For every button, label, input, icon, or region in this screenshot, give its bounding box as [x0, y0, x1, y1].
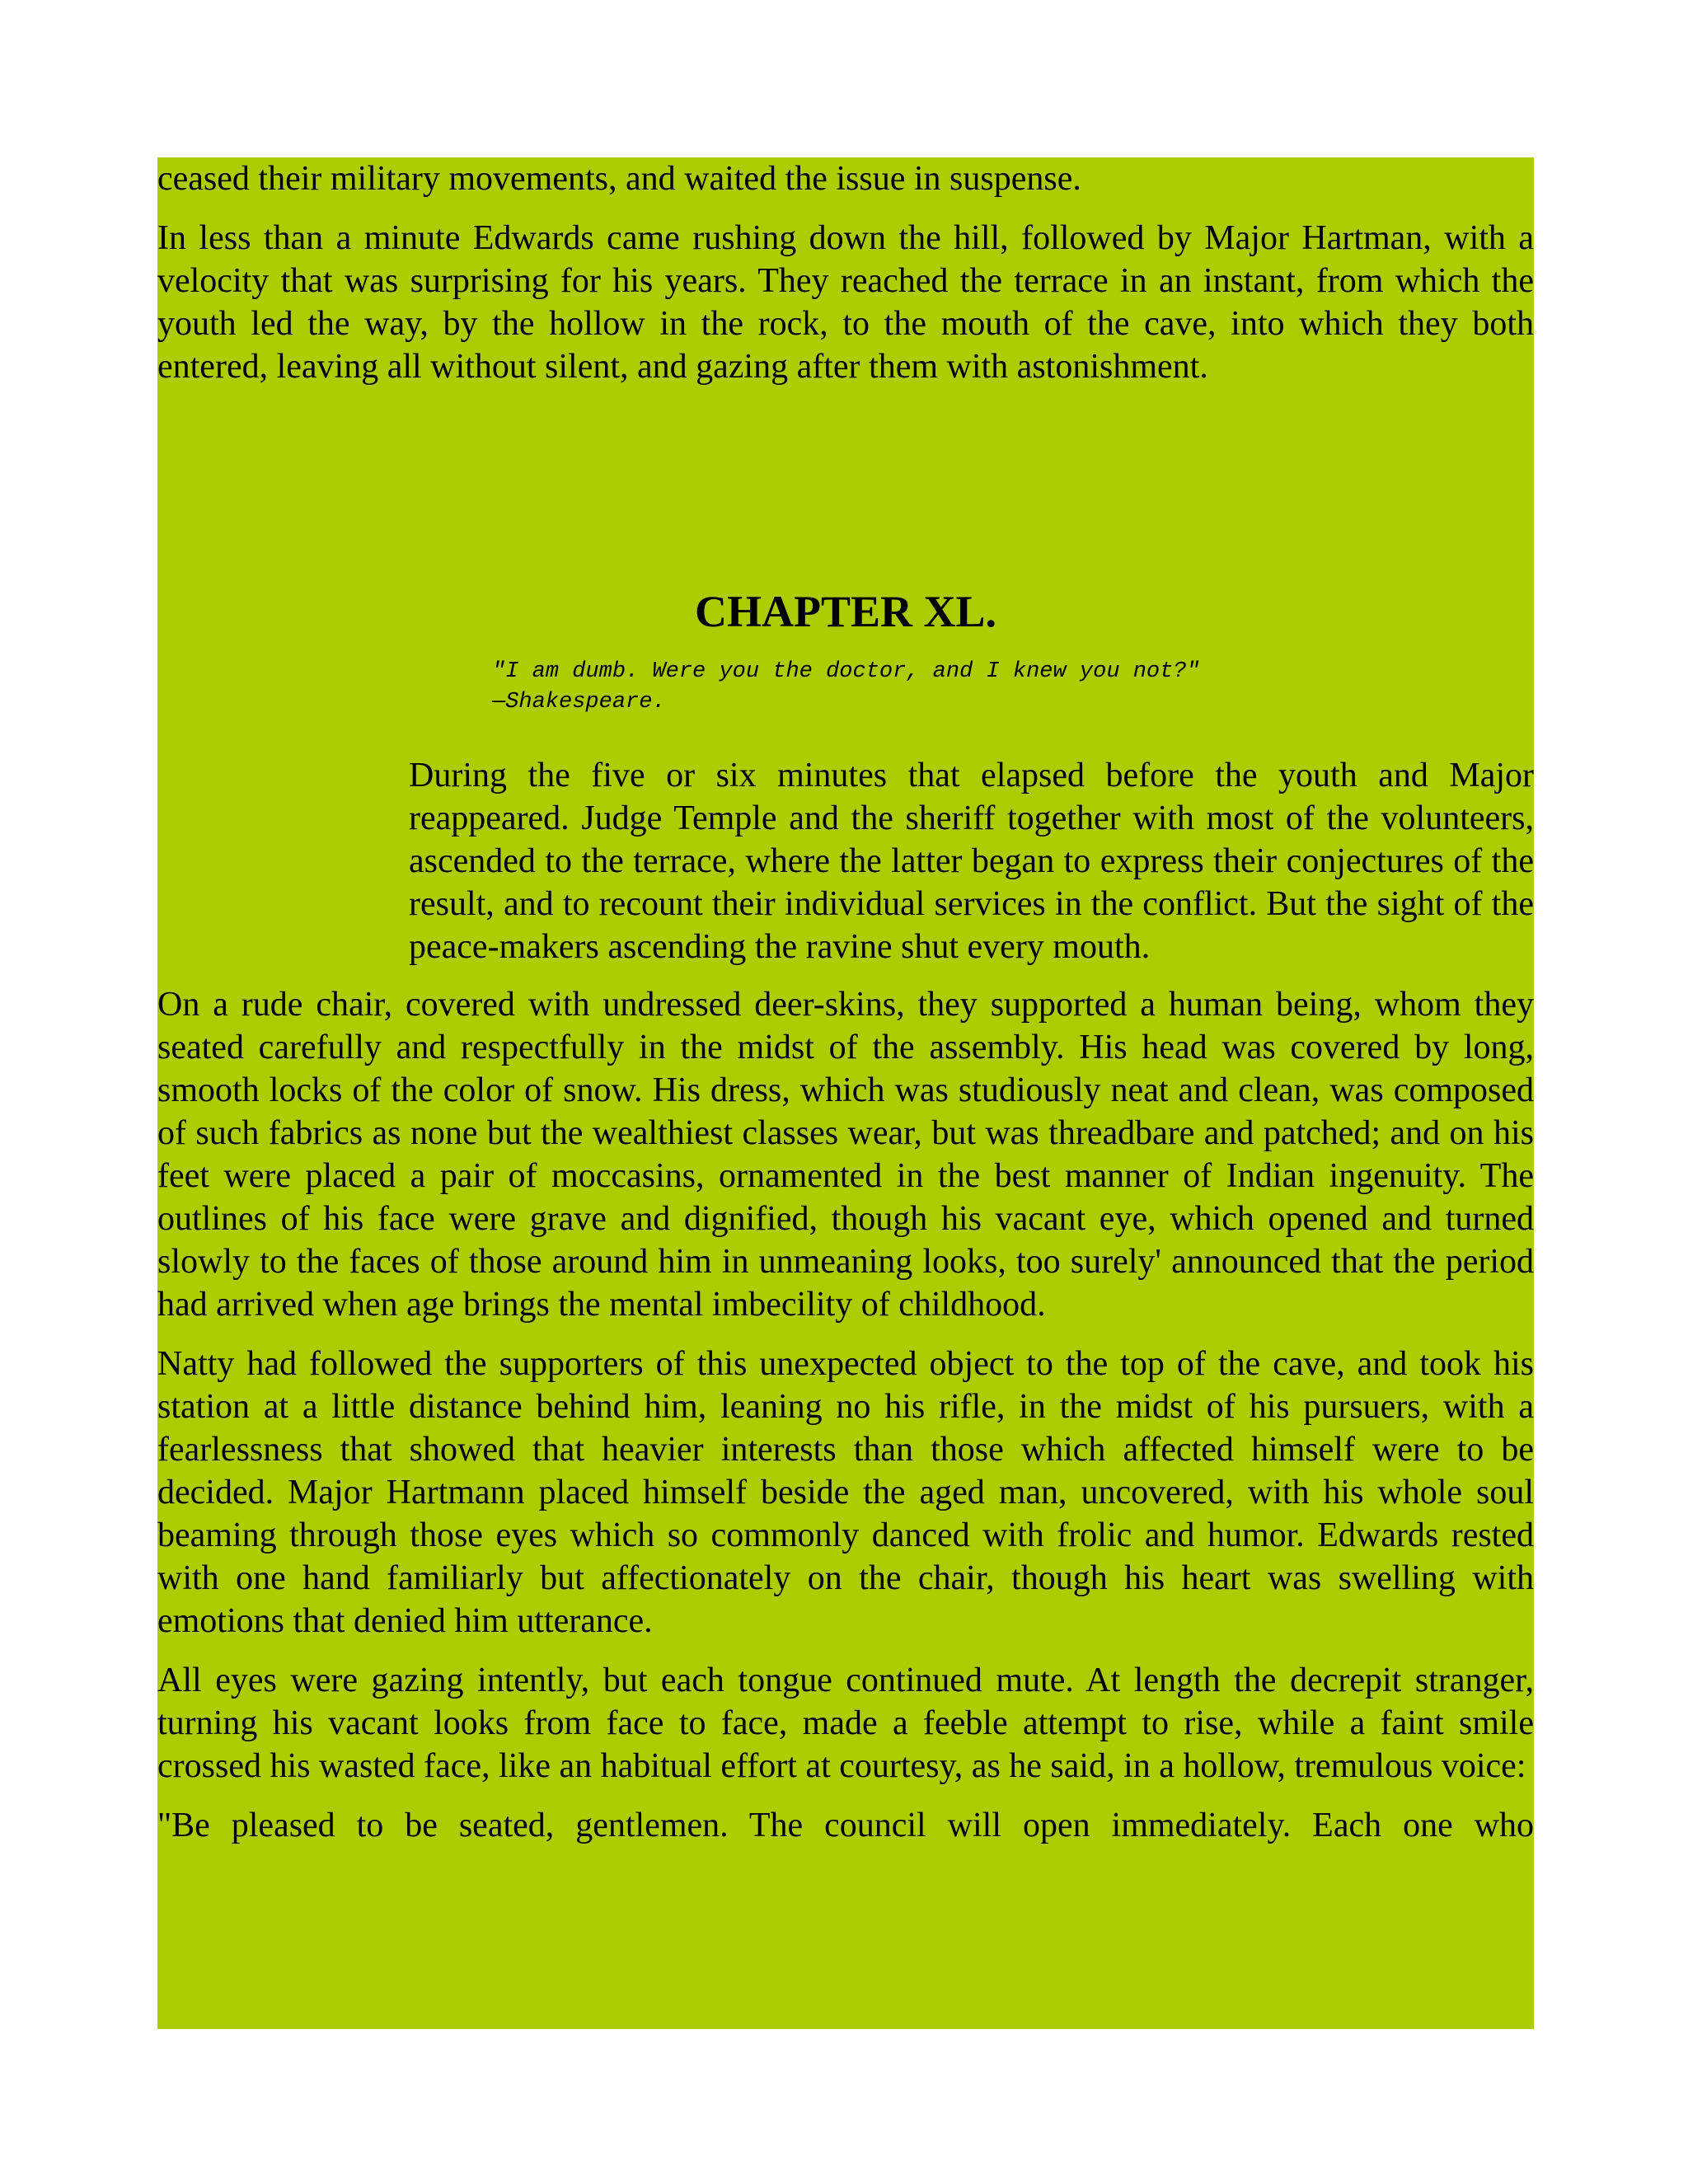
chapter-paragraph-continued: "Be pleased to be seated, gentlemen. The council will open immediately. Each one who [157, 1807, 1534, 1844]
page-text-block [157, 157, 1534, 2029]
epigraph-attribution: —Shakespeare. [492, 690, 666, 715]
chapter-paragraph: All eyes were gazing intently, but each tongue continued mute. At length the decrepit stranger, turning his vacant looks from face to face, made a feeble attempt to rise, while a faint smile crossed his wasted face, like an habitual effort at courtesy, as he said, in a hollow, tremulous voice: [157, 1661, 1534, 1785]
epigraph-quote: "I am dumb. Were you the doctor, and I knew you not?" [492, 659, 1200, 684]
chapter-paragraph: On a rude chair, covered with undressed deer-skins, they supported a human being, whom they seated carefully and respectfully in the midst of the assembly. His head was covered by long, smooth locks of the color of snow. His dress, which was studiously neat and clean, was composed of such fabrics as none but the wealthiest classes wear, but was threadbare and patched; and on his feet were placed a pair of moccasins, ornamented in the best manner of Indian ingenuity. The outlines of his face were grave and dignified, though his vacant eye, which opened and turned slowly to the faces of those around him in unmeaning looks, too surely' announced that the period had arrived when age brings the mental imbecility of childhood. [157, 986, 1534, 1324]
epigraph [492, 657, 1534, 718]
continuation-paragraph-1: ceased their military movements, and waited the issue in suspense. [157, 160, 1081, 198]
chapter-opening-paragraph: During the five or six minutes that elapsed before the youth and Major reappeared. Judge Temple and the sheriff together with most of the volunteers, ascended to the terrace, where the latter began to express their conjectures of the result, and to recount their individual services in the conflict. But the sight of the peace-makers ascending the ravine shut every mouth. [409, 757, 1534, 966]
continuation-paragraph-2: In less than a minute Edwards came rushing down the hill, followed by Major Hartman, with a velocity that was surprising for his years. They reached the terrace in an instant, from which the youth led the way, by the hollow in the rock, to the mouth of the cave, into which they both entered, leaving all without silent, and gazing after them with astonishment. [157, 219, 1534, 386]
chapter-title: CHAPTER XL. [694, 587, 997, 636]
chapter-paragraph: Natty had followed the supporters of this unexpected object to the top of the cave, and took his station at a little distance behind him, leaning no his rifle, in the midst of his pursuers, with a fearlessness that showed that heavier interests than those which affected himself were to be decided. Major Hartmann placed himself beside the aged man, uncovered, with his whole soul beaming through those eyes which so commonly danced with frolic and humor. Edwards rested with one hand familiarly but affectionately on the chair, though his heart was swelling with emotions that denied him utterance. [157, 1345, 1534, 1640]
